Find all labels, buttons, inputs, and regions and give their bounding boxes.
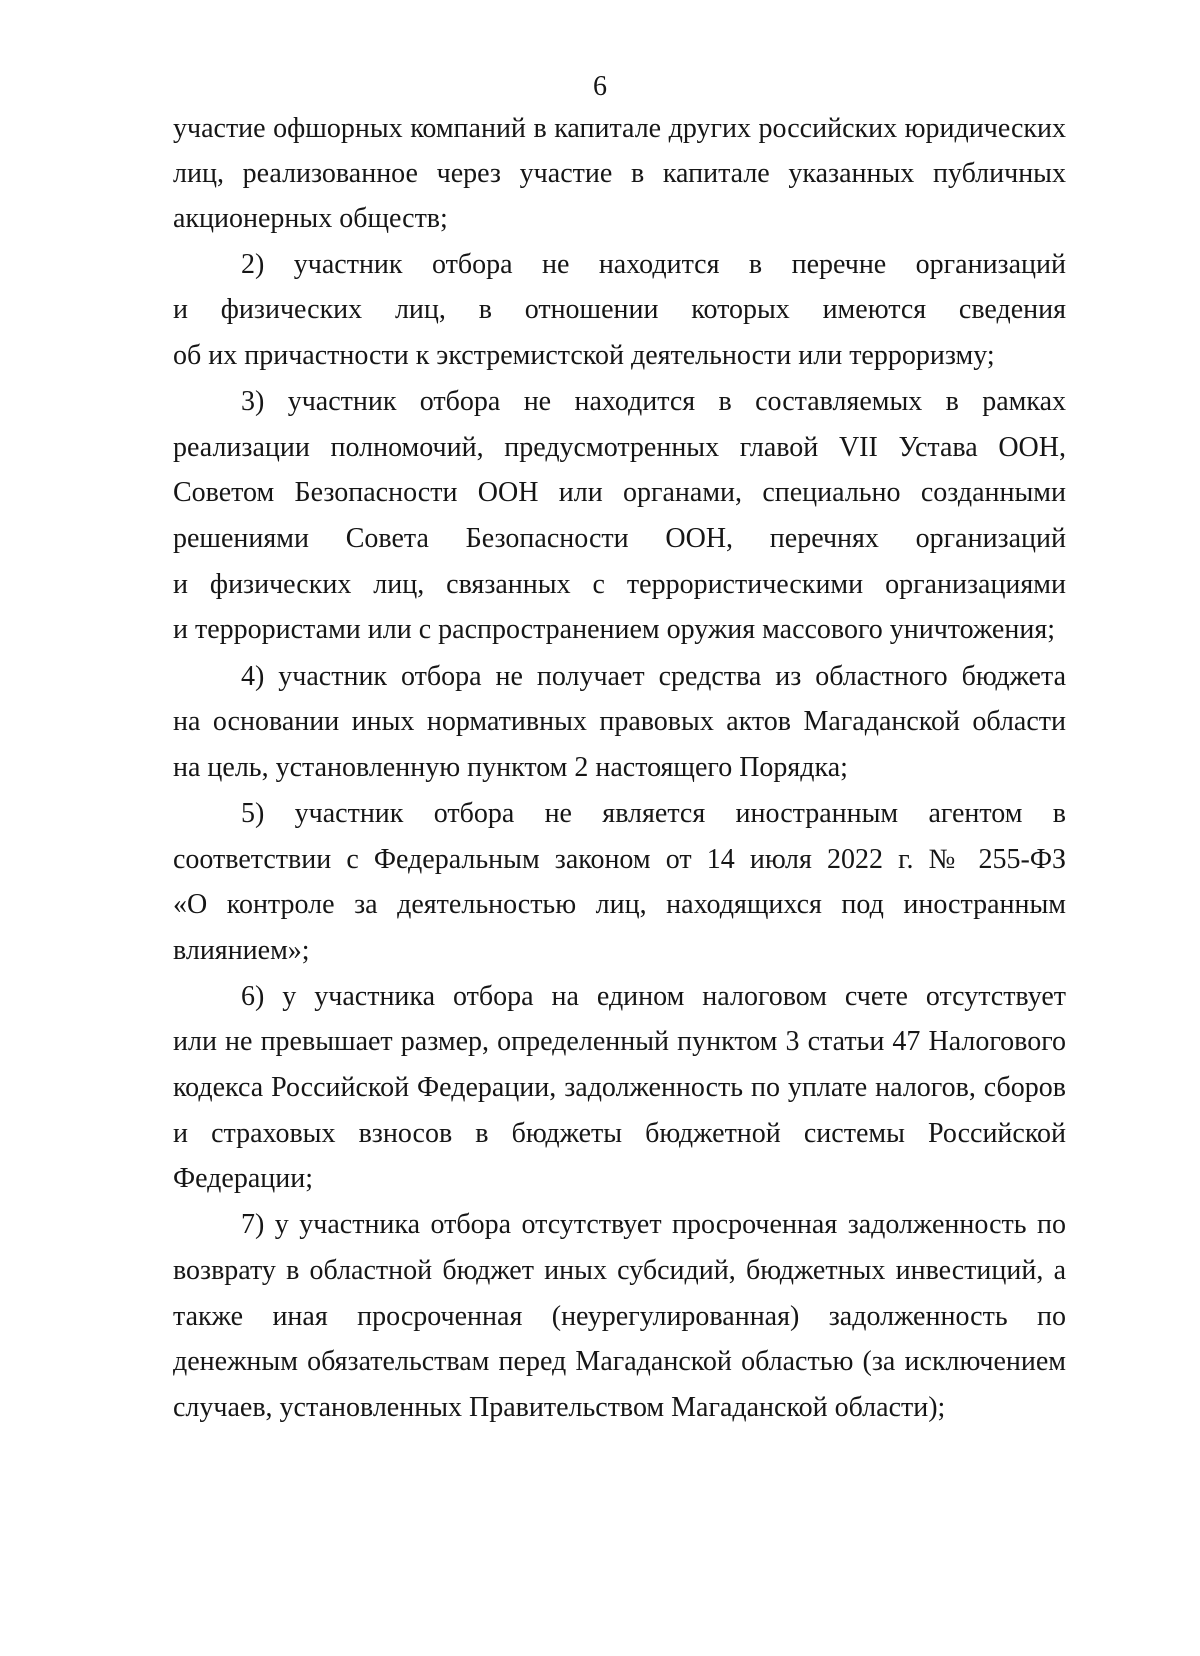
text-line: участие офшорных компаний в капитале других российских юридических [173, 113, 1066, 144]
text-line: об их причастности к экстремистской деятельности или терроризму; [173, 340, 995, 371]
text-line: 6) у участника отбора на едином налоговом счете отсутствует [241, 981, 1066, 1012]
text-line: Федерации; [173, 1163, 314, 1194]
text-line: также иная просроченная (неурегулированная) задолженность по [173, 1301, 1066, 1332]
text-line: акционерных обществ; [173, 203, 448, 234]
text-line: кодекса Российской Федерации, задолженность по уплате налогов, сборов [173, 1072, 1066, 1103]
text-line: на основании иных нормативных правовых актов Магаданской области [173, 706, 1066, 737]
text-line: и физических лиц, связанных с террористическими организациями [173, 569, 1066, 600]
text-line: реализации полномочий, предусмотренных главой VII Устава ООН, [173, 432, 1066, 463]
text-line: и страховых взносов в бюджеты бюджетной системы Российской [173, 1118, 1066, 1149]
text-line: 7) у участника отбора отсутствует просроченная задолженность по [241, 1209, 1066, 1240]
text-line: на цель, установленную пунктом 2 настоящего Порядка; [173, 752, 848, 783]
text-line: 2) участник отбора не находится в перечне организаций [241, 249, 1066, 280]
text-line: 5) участник отбора не является иностранным агентом в [241, 798, 1066, 829]
text-line: лиц, реализованное через участие в капитале указанных публичных [173, 158, 1066, 189]
text-line: и террористами или с распространением оружия массового уничтожения; [173, 614, 1055, 645]
text-line: влиянием»; [173, 935, 310, 966]
text-line: или не превышает размер, определенный пунктом 3 статьи 47 Налогового [173, 1026, 1066, 1057]
page-number: 6 [593, 71, 607, 102]
text-line: 3) участник отбора не находится в составляемых в рамках [241, 386, 1066, 417]
text-line: «О контроле за деятельностью лиц, находящихся под иностранным [173, 889, 1066, 920]
text-line: денежным обязательствам перед Магаданской областью (за исключением [173, 1346, 1066, 1377]
text-line: Советом Безопасности ООН или органами, специально созданными [173, 477, 1066, 508]
text-line: случаев, установленных Правительством Магаданской области); [173, 1392, 946, 1423]
text-line: решениями Совета Безопасности ООН, перечнях организаций [173, 523, 1066, 554]
text-line: соответствии с Федеральным законом от 14 июля 2022 г. № 255-ФЗ [173, 844, 1066, 875]
text-line: 4) участник отбора не получает средства из областного бюджета [241, 661, 1066, 692]
text-line: и физических лиц, в отношении которых имеются сведения [173, 294, 1066, 325]
text-line: возврату в областной бюджет иных субсидий, бюджетных инвестиций, а [173, 1255, 1066, 1286]
